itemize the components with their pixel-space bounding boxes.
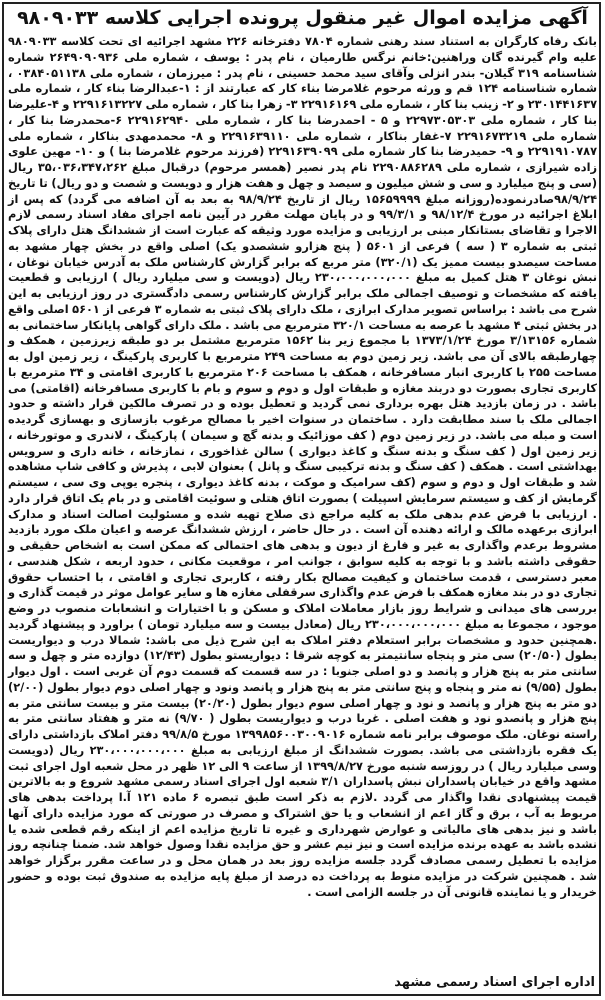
issuing-office-signature: اداره اجرای اسناد رسمی مشهد bbox=[394, 975, 595, 990]
notice-border bbox=[2, 2, 601, 996]
notice-body: بانک رفاه کارگران به استناد سند رهنی شماره ۷۸۰۴ دفترخانه ۲۲۶ مشهد اجرائیه ای تحت کلاسه ۹۸۰۹۰۳۳ علیه وام گیرنده گان وراهنین:خانم نرگس طارمیان ، نام پدر : یوسف ، شماره ملی ۲۶۴۹۰۹۰۹۳۶ شماره شناسنامه ۳۱۹ گیلان- بندر انزلی وآقای سید محمد حسینی ، نام پدر : میرزمان ، شماره ملی ۰۳۸۴۰۵۱۱۳۸ ، شماره شناسنامه ۱۲۴ قم و ورثه مرحوم غلامرضا بناء کار که عبارتند از : ۱-عبدالرضا بناء کار ، شماره ملی ۲۳۰۱۴۴۱۶۳۷ و ۲- زینب بنا کار ، شماره ملی ۲۲۹۱۶۱۶۹ ۳- زهرا بنا کار ، شماره ملی ۲۲۹۱۶۱۳۲۲۷ و ۴-علیرضا بنا کار ، شماره ملی ۲۲۹۷۳۰۵۳۰۳ و ۵ - احمدرضا بنا کار ، شماره ملی ۲۲۹۱۶۲۹۴۰ ۶-محمدرضا بنا کار ، شماره ملی ۲۲۹۱۶۷۳۲۱۹ ۷-غفار بناکار ، شماره ملی ۲۲۹۱۶۳۹۱۱۰ و ۸- محمدمهدی بناکار ، شماره ملی ۲۲۹۱۹۱۰۷۸۷ و ۹- حمیدرضا بنا کار شماره ملی ۲۲۹۱۶۳۹۰۹۹ (فرزند مرحوم غلامرضا بنا ) و ۱۰- مهین علوی زاده شیرازی ، شماره ملی ۲۲۹۰۸۸۶۲۸۹ نام پدر نصیر (همسر مرحوم) درقبال مبلغ ۳۵،۰۳۶،۳۴۷،۲۶۲ ریال (سی و پنج میلیارد و سی و شش میلیون و سیصد و چهل و هفت هزار و دویست و شصت و دو ریال) تا تاریخ ۹۸/۹/۲۴صادرنموده(روزانه مبلغ ۱۵۶۵۹۹۹۹ ریال از تاریخ ۹۸/۹/۲۴ به بعد به آن اضافه می گردد) که پس از ابلاغ اجرائیه در مورخ ۹۸/۱۲/۴ و ۹۹/۳/۱ و در پایان مهلت مقرر در آیین نامه اجرای مفاد اسناد رسمی لازم الاجرا و تقاضای بستانکار مبنی بر ارزیابی و مزایده مورد وثیقه که عبارت است از ششدانگ هتل دارای پلاک ثبتی به شماره ۳ ( سه ) فرعی از ۵۶۰۱ ( پنج هزارو ششصدو یک) اصلی واقع در بخش چهار مشهد به مساحت سیصدو بیست ممیز یک (۳۲۰/۱) متر مربع که برابر گزارش کارشناس ملک به آدرس خیابان نوغان ، نبش نوغان ۳ هتل کمیل به مبلغ ۲۳۰،۰۰۰،۰۰۰،۰۰۰ ریال (دویست و سی میلیارد ریال ) ارزیابی و قطعیت یافته که مشخصات و توصیف اجمالی ملک برابر گزارش کارشناس رسمی دادگستری در روز ارزیابی به این شرح می باشد : براساس تصویر مدارک ابرازی ، ملک دارای پلاک ثبتی به شماره ۳ فرعی از ۵۶۰۱ اصلی واقع در بخش ثبتی ۴ مشهد با عرصه به مساحت ۳۲۰/۱ مترمربع می باشد . ملک دارای گواهی پایانکار ساختمانی به شماره ۳/۱۳۱۵۶ مورخ ۱۳۷۳/۱/۲۴ با مجموع زیر بنا ۱۵۶۲ مترمربع مشتمل بر دو طبقه زیرزمین ، همکف و چهارطبقه بالای آن می باشد. زیر زمین دوم به مساحت ۲۴۹ مترمربع با کاربری پارکینگ ، زیر زمین اول به مساحت ۲۵۵ با کاربری انبار مسافرخانه ، همکف با مساحت ۲۰۶ مترمربع با کاربری اقامتی و ۳۴ مترمربع با کاربری تجاری بصورت دو دربند مغازه و طبقات اول و دوم و سوم و بام با کاربری مسافرخانه (اقامتی) می باشد . در زمان بازدید هتل بهره برداری نمی گردید و تعطیل بوده و در تصرف مالکین قرار داشته و حدود اجمالی ملک با سند مطابقت دارد . ساختمان در سنوات اخیر با مصالح مرغوب بازسازی و بهسازی گردیده است و مبله می باشد. در زیر زمین دوم ( کف موزائیک و بدنه گچ و سیمان ) پارکینگ ، لاندری و موتورخانه ، زیر زمین اول ( کف سنگ و بدنه سنگ و کاغذ دیواری ) سالن غذاخوری ، نمازخانه ، خانه داری و سرویس بهداشتی است . همکف ( کف سنگ و بدنه ترکیبی سنگ و پانل ) بعنوان لابی ، پذیرش و کافی شاپ مشاهده شد و طبقات اول و دوم و سوم (کف سرامیک و موکت ، بدنه کاغذ دیواری ، پنجره یوپی وی سی ، سیستم گرمایش از کف و سیستم سرمایش اسپیلت ) بصورت اتاق هتلی و سوئیت اقامتی و در بام یک اتاق قرار دارد . ارزیابی با فرض عدم بدهی ملک به کلیه مراجع ذی صلاح تهیه شده و مسئولیت اصالت اسناد و مدارک ابرازی برعهده مالک و ارائه دهنده آن است . در حال حاضر ، ارزش ششدانگ عرصه و اعیان ملک مورد بازدید مشروط برعدم واگذاری به غیر و فارغ از دیون و بدهی های احتمالی که ممکن است به اشخاص حقیقی و حقوقی داشته باشد و با توجه به کلیه سوابق ، جوانب امر ، موقعیت مکانی ، حدود اربعه ، شکل هندسی ، معبر دسترسی ، قدمت ساختمان و کیفیت مصالح بکار رفته ، کاربری تجاری و اقامتی ، با احتساب حقوق تجاری دو در بند مغازه همکف با فرض عدم واگذاری سرقفلی مغازه ها و سایر عوامل موثر در قیمت گذاری و بررسی های میدانی و شرایط روز بازار معاملات املاک و مسکن و با اختیارات و انشعابات منصوب در وضع موجود ، مجموعا به مبلغ ۲۳۰،۰۰۰،۰۰۰،۰۰۰ ریال (معادل بیست و سه میلیارد تومان ) براورد و پیشنهاد گردید .همچنین حدود و مشخصات برابر استعلام دفتر املاک به این شرح ذیل می باشد: شمالا درب و دیواریست بطول (۲۰/۵۰) سی متر و پنجاه سانتیمتر به کوچه شرقا : دیواریستو بطول (۱۲/۴۳) دوازده متر و چهل و سه سانتی متر به پنج هزار و پانصد و دو اصلی جنوبا : در سه قسمت که قسمت دوم آن غربی است . اول دیوار بطول (۹/۵۵) نه متر و پنجاه و پنج سانتی متر به پنج هزار و پانصد ونود و چهار اصلی دوم دیوار بطول (۲/۰۰) دو متر به پنج هزار و پانصد و نود و چهار اصلی سوم دیوار بطول (۲۰/۲۰) بیست متر و بیست سانتی متر به پنج هزار و پانصدو نود و هفت اصلی . غربا درب و دیواریست بطول ( ۹/۷۰) نه متر و هفتاد سانتی متر به راسته نوغان. ملک موصوف برابر نامه شماره ۱۳۹۹۸۵۶۰۰۳۰۰۹۰۱۶ مورخ ۹۹/۸/۵ دفتر املاک بازداشتی دارای یک فقره بازداشتی می باشد. بصورت ششدانگ از مبلغ ارزیابی به مبلغ ۲۳۰،۰۰۰،۰۰۰،۰۰۰ ریال (دویست وسی میلیارد ریال ) در روزسه شنبه مورخ ۱۳۹۹/۸/۲۷ از ساعت ۹ الی ۱۲ ظهر در محل شعبه اول اجرای ثبت مشهد واقع در خیابان پاسداران نبش پاسداران ۳/۱ شعبه اول اجرای اسناد رسمی مشهد شروع و به بالاترین قیمت پیشنهادی نقدا واگذار می گردد .لازم به ذکر است طبق تبصره ۶ ماده ۱۲۱ آ.ا پرداخت بدهی های مربوط به آب ، برق و گاز اعم از انشعاب و یا حق اشتراک و مصرف در صورتی که مورد مزایده دارای آنها باشد و نیز بدهی های مالیاتی و عوارض شهرداری و غیره تا تاریخ مزایده اعم از اینکه رقم قطعی شده یا نشده باشد به عهده برنده مزایده است و نیز نیم عشر و حق مزایده نقدا وصول خواهد شد. ضمنا چنانچه روز مزایده با تعطیل رسمی مصادف گردد جلسه مزایده روز بعد در همان محل و در ساعت مقرر برگزار خواهد شد . همچنین شرکت در مزایده منوط به پرداخت ده درصد از مبلغ پایه مزایده به صندوق ثبت بوده و حضور خریدار و یا نماینده قانونی آن در جلسه الزامی است . bbox=[8, 34, 598, 899]
notice-title: آگهی مزایده اموال غیر منقول پرونده اجرایی کلاسه ۹۸۰۹۰۳۳ bbox=[17, 7, 588, 29]
